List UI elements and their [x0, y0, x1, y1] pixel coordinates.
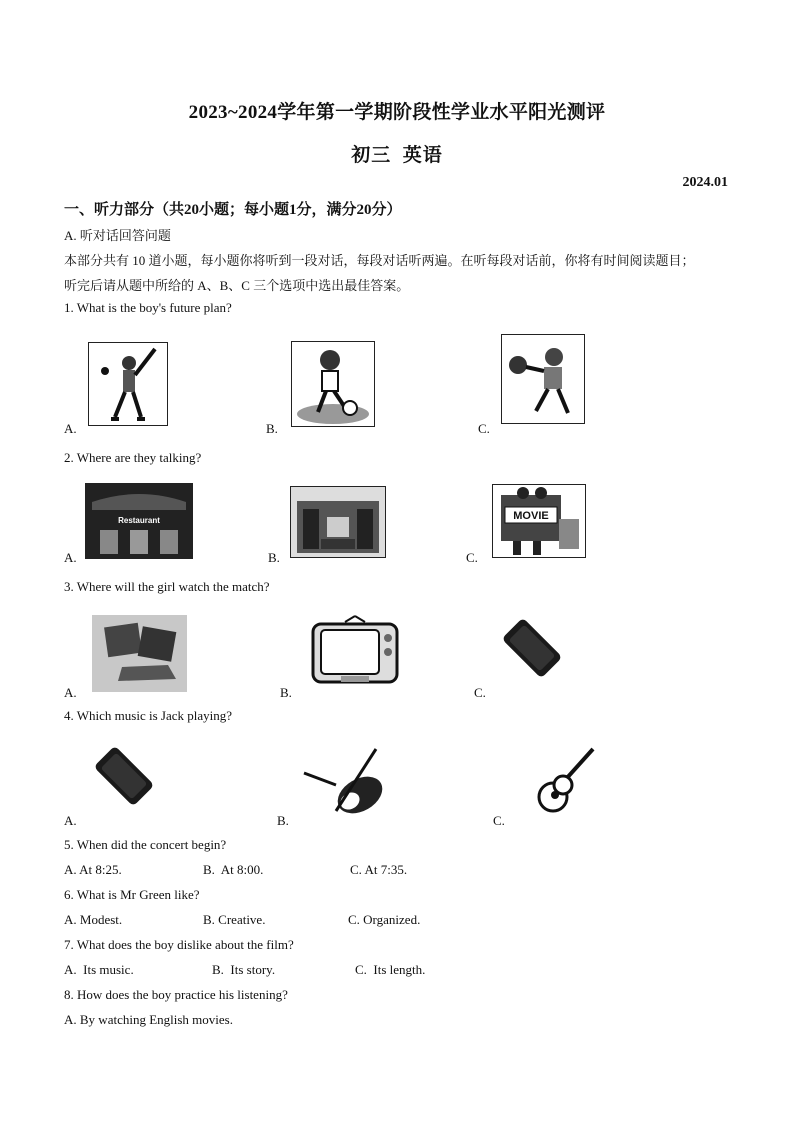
q5-option-b: B. At 8:00. — [203, 862, 264, 877]
question-5-text: 5. When did the concert begin? — [64, 837, 227, 852]
question-3-text: 3. Where will the girl watch the match? — [64, 579, 270, 594]
q3-option-b-image — [311, 614, 399, 687]
question-8-text: 8. How does the boy practice his listening? — [64, 987, 288, 1002]
q3-option-c-label: C. — [474, 685, 486, 700]
q1-option-c-image — [501, 334, 585, 424]
q4-option-a-label: A. — [64, 813, 77, 828]
question-2-text: 2. Where are they talking? — [64, 450, 202, 465]
q7-option-a: A. Its music. — [64, 962, 134, 977]
exam-date: 2024.01 — [682, 175, 728, 190]
q4-option-c-label: C. — [493, 813, 505, 828]
section-heading: 一、听力部分（共20小题；每小题1分，满分20分） — [64, 202, 402, 218]
movie-sign: MOVIE — [513, 510, 549, 522]
page-title: 2023~2024学年第一学期阶段性学业水平阳光测评 — [188, 102, 606, 123]
q1-option-c-label: C. — [478, 421, 490, 436]
q2-option-b-image — [290, 486, 386, 558]
q2-option-a-label: A. — [64, 550, 77, 565]
question-7-text: 7. What does the boy dislike about the film? — [64, 937, 294, 952]
q2-option-c-label: C. — [466, 550, 478, 565]
q1-option-a-image — [88, 342, 168, 426]
q6-option-a: A. Modest. — [64, 912, 123, 927]
q1-option-b-image — [291, 341, 375, 427]
instructions-line-2: 听完后请从题中所给的 A、B、C 三个选项中选出最佳答案。 — [64, 278, 410, 293]
page-subtitle: 初三 英语 — [351, 145, 443, 166]
q5-option-a: A. At 8:25. — [64, 862, 122, 877]
instructions-line-1: 本部分共有 10 道小题，每小题你将听到一段对话，每段对话听两遍。在听每段对话前，你将有时间阅读题目； — [64, 253, 695, 268]
q2-option-a-image — [85, 483, 193, 559]
q7-option-c: C. Its length. — [355, 962, 426, 977]
q4-option-b-image — [302, 745, 390, 819]
q2-option-c-image — [492, 484, 586, 558]
q4-option-b-label: B. — [277, 813, 289, 828]
q4-option-c-image — [533, 745, 599, 815]
question-1-text: 1. What is the boy's future plan? — [64, 300, 232, 315]
q3-option-c-image — [497, 614, 570, 678]
q7-option-b: B. Its story. — [212, 962, 276, 977]
q3-option-b-label: B. — [280, 685, 292, 700]
q1-option-b-label: B. — [266, 421, 278, 436]
q1-option-a-label: A. — [64, 421, 77, 436]
q6-option-b: B. Creative. — [203, 912, 266, 927]
q3-option-a-image — [92, 615, 187, 692]
q2-option-b-label: B. — [268, 550, 280, 565]
question-6-text: 6. What is Mr Green like? — [64, 887, 200, 902]
q6-option-c: C. Organized. — [348, 912, 421, 927]
q4-option-a-image — [89, 744, 161, 806]
question-4-text: 4. Which music is Jack playing? — [64, 708, 233, 723]
part-a-heading: A. 听对话回答问题 — [64, 228, 171, 243]
q3-option-a-label: A. — [64, 685, 77, 700]
q5-option-c: C. At 7:35. — [350, 862, 408, 877]
q8-option-a: A. By watching English movies. — [64, 1012, 233, 1027]
restaurant-sign: Restaurant — [118, 516, 160, 525]
